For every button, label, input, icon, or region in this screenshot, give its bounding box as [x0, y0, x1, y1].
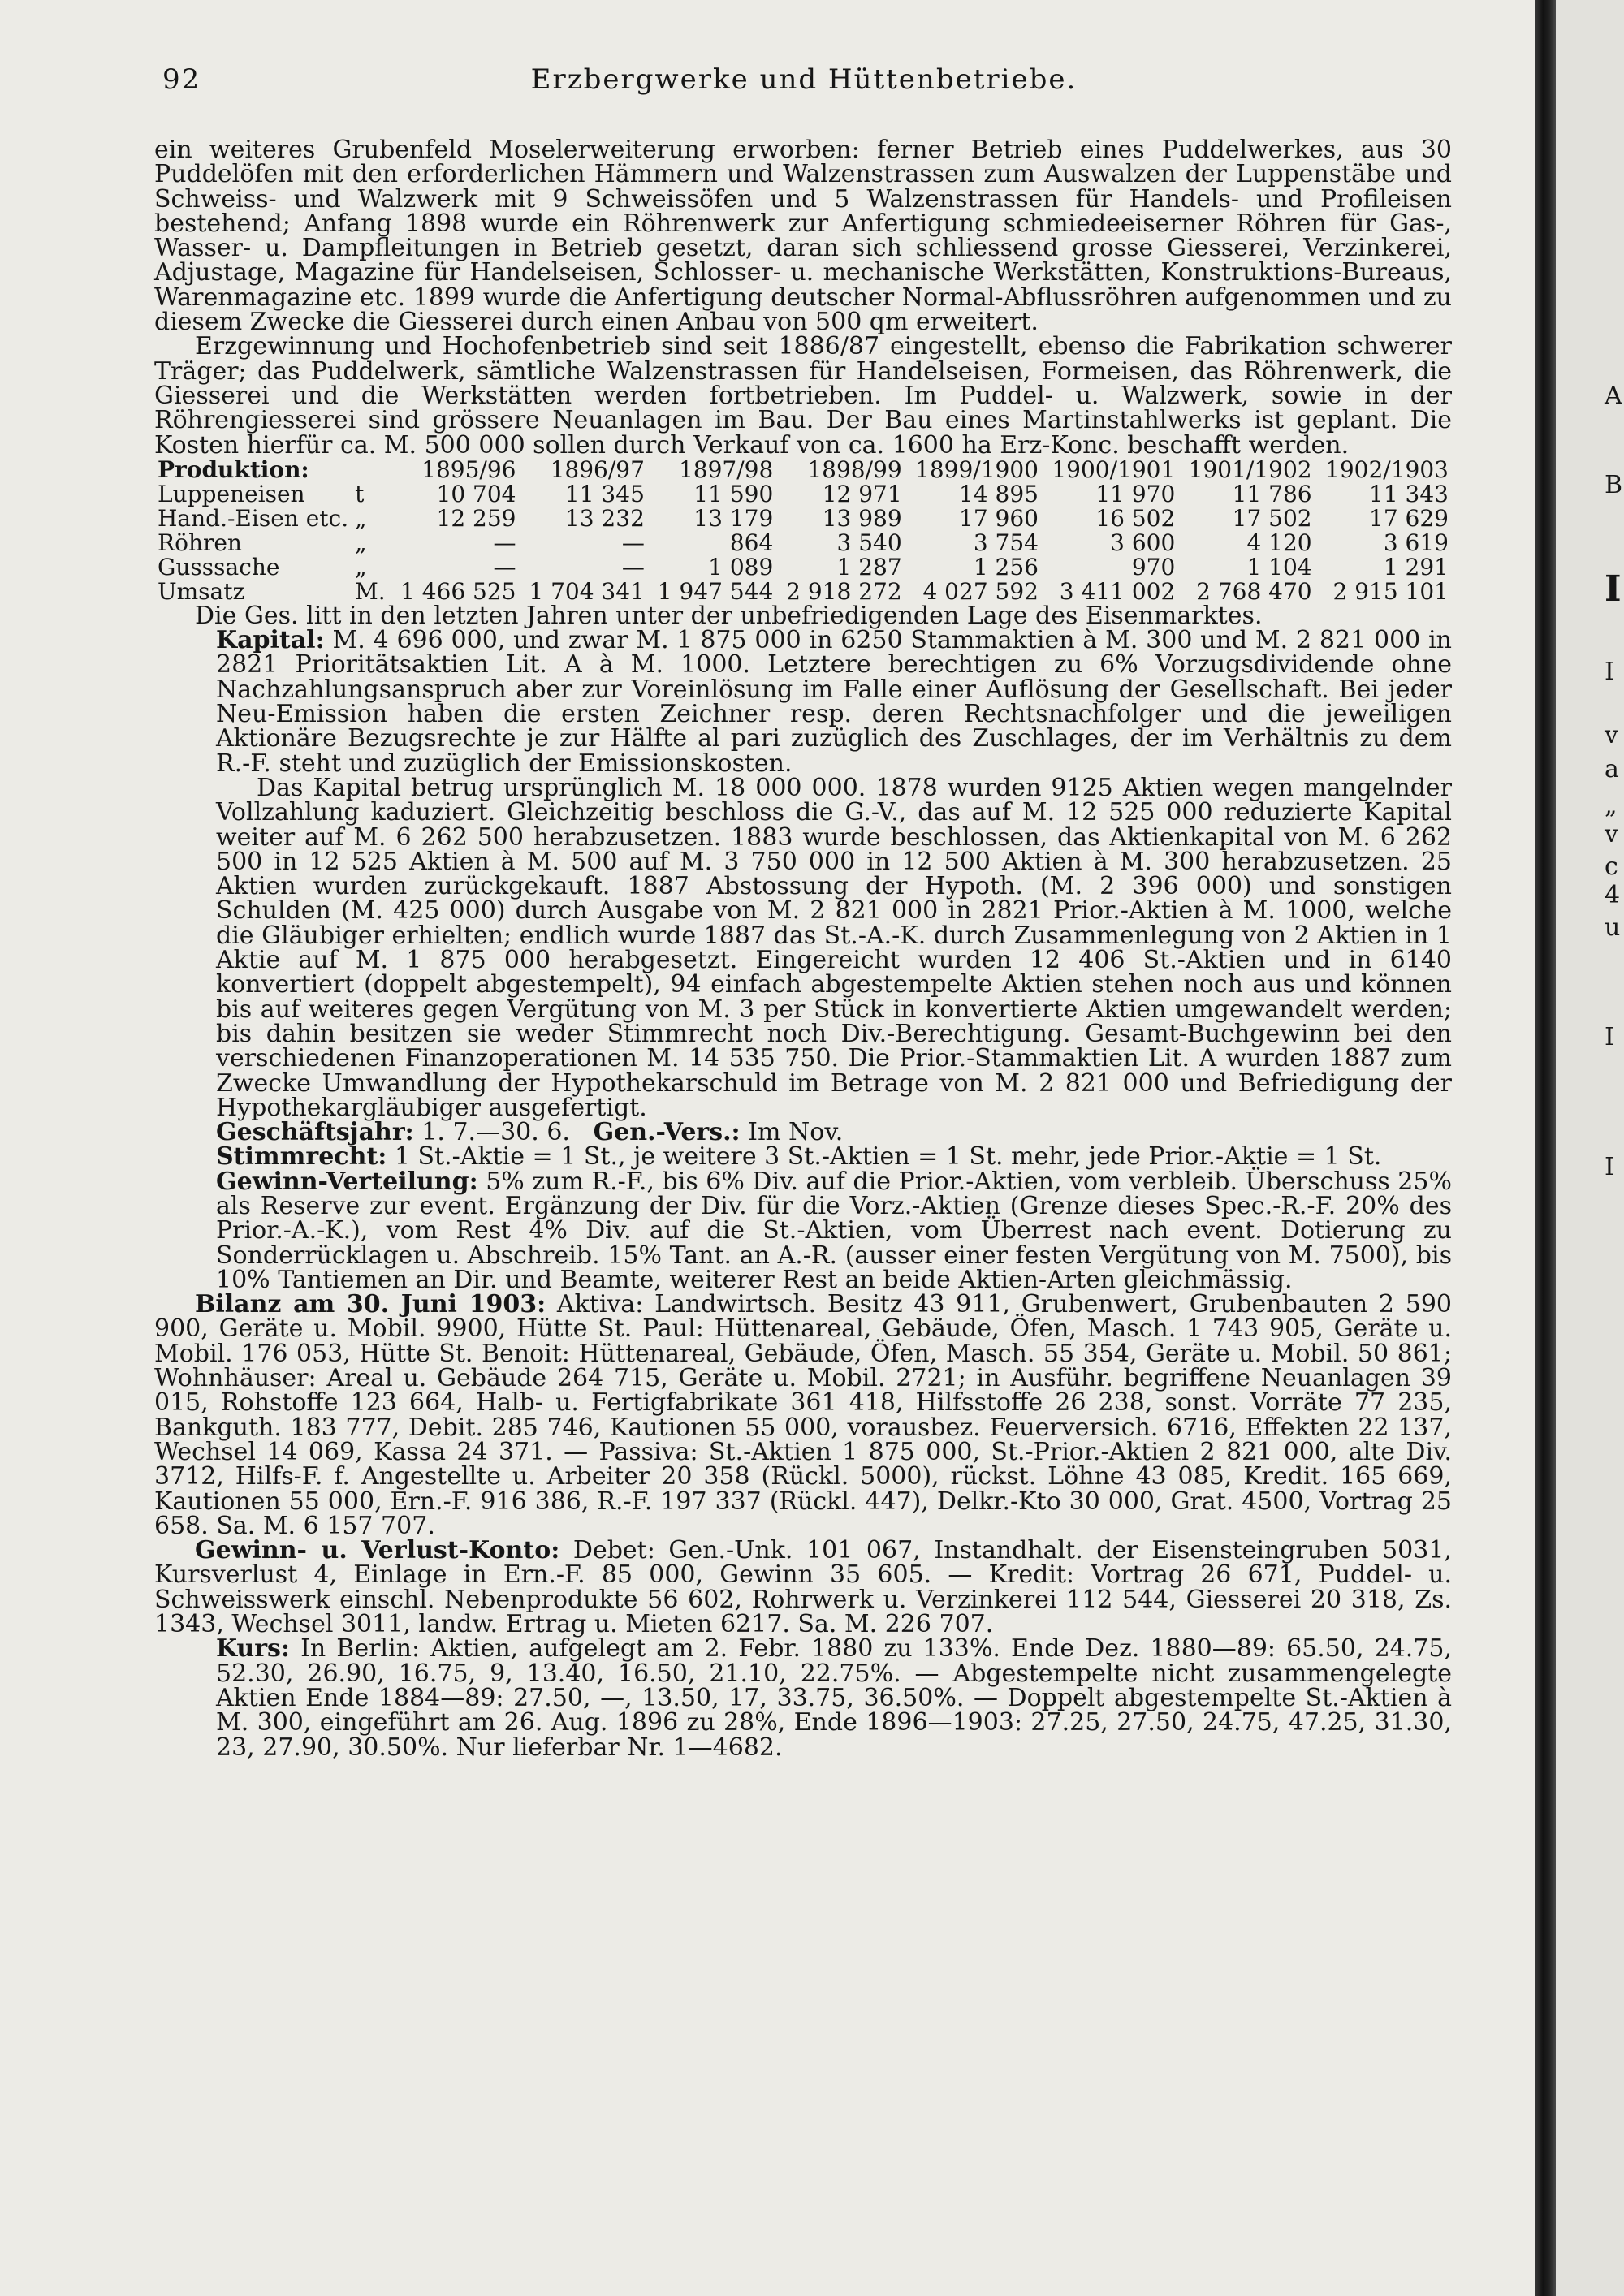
page-number: 92 — [162, 63, 201, 96]
edge-letter: v — [1605, 721, 1618, 749]
cell: 1 287 — [836, 553, 902, 580]
genvers-text: Im Nov. — [748, 1118, 844, 1147]
production-year: 1895/96 — [421, 455, 516, 483]
production-row — [154, 555, 1452, 580]
cell: 2 915 101 — [1332, 577, 1449, 605]
bilanz-text: Aktiva: Landwirtsch. Besitz 43 911, Grubenwert, Grubenbauten 2 590 900, Geräte u. Mobil. 9900, Hütte St. Paul: Hüttenareal, Gebäude, Öfen, Masch. 1 743 905, Geräte u. Mobil. 176 053, Hütte St. Benoit: Hüttenareal, Gebäude, Öfen, Masch. 55 354, Geräte u. Mobil. 50 861; Wohnhäuser: Areal u. Gebäude 264 715, Geräte u. Mobil. 2721; in Ausführ. begriffene Neuanlagen 39 015, Rohstoffe 123 664, Halb- u. Fertigfabrikate 361 418, Hilfsstoffe 26 238, sonst. Vorräte 77 235, Bankguth. 183 777, Debit. 285 746, Kautionen 55 000, vorausbez. Feuerversich. 6716, Effekten 22 137, Wechsel 14 069, Kassa 24 371. — Passiva: St.-Aktien 1 875 000, St.-Prior.-Aktien 2 821 000, alte Div. 3712, Hilfs-F. f. Angestellte u. Arbeiter 20 358 (Rückl. 5000), rückst. Löhne 43 085, Kredit. 165 669, Kautionen 55 000, Ern.-F. 916 386, R.-F. 197 337 (Rückl. 447), Delkr.-Kto 30 000, Grat. 4500, Vortrag 25 658. Sa. M. 6 157 707. — [154, 1290, 1452, 1540]
cell: 12 259 — [436, 504, 516, 532]
cell: 3 754 — [973, 529, 1039, 556]
row-label: Hand.-Eisen etc. — [158, 504, 349, 532]
edge-letter: A — [1605, 382, 1622, 410]
gewinn-verlust-section — [154, 1536, 1452, 1639]
page-header — [162, 63, 1445, 104]
genvers-label: Gen.-Vers.: — [593, 1118, 741, 1147]
cell: 3 540 — [836, 529, 902, 556]
kapital-text: M. 4 696 000, und zwar M. 1 875 000 in 6250 Stammaktien à M. 300 und M. 2 821 000 in 2821 Prioritätsaktien Lit. A à M. 1000. Letztere berechtigen zu 6% Vorzugsdividende ohne Nachzahlungsanspruch aber zur Voreinlösung im Falle einer Auflösung der Gesellschaft. Bei jeder Neu-Emission haben die ersten Zeichner resp. deren Rechtsnachfolger und die jeweiligen Aktionäre Bezugsrechte je zur Hälfte al pari zuzüglich des Zuschlages, der im Verhältnis zu dem R.-F. steht und zuzüglich der Emissionskosten. — [216, 626, 1452, 778]
edge-letter: c — [1605, 852, 1618, 881]
row-label: Luppeneisen — [158, 480, 305, 507]
cell: 4 120 — [1246, 529, 1312, 556]
stimmrecht-section — [154, 1142, 1452, 1172]
row-unit: M. — [355, 577, 386, 605]
cell: 11 590 — [693, 480, 774, 507]
kurs-section — [154, 1634, 1452, 1762]
cell: 1 947 544 — [657, 577, 774, 605]
cell: 17 629 — [1369, 504, 1449, 532]
gewinn-verlust-label: Gewinn- u. Verlust-Konto: — [195, 1536, 560, 1565]
edge-letter: I — [1605, 568, 1622, 610]
cell: — — [493, 553, 516, 580]
production-year: 1901/1902 — [1188, 455, 1312, 483]
cell: 3 600 — [1110, 529, 1176, 556]
geschaeftsjahr-section — [154, 1120, 1452, 1145]
cell: 16 502 — [1095, 504, 1176, 532]
production-year: 1902/1903 — [1325, 455, 1449, 483]
cell: 13 989 — [822, 504, 902, 532]
cell: — — [621, 553, 645, 580]
cell: 1 104 — [1246, 553, 1312, 580]
cell: 864 — [729, 529, 774, 556]
next-page-edge — [1556, 0, 1624, 2296]
cell: 3 619 — [1383, 529, 1449, 556]
edge-letter: „ — [1605, 792, 1618, 820]
production-row — [154, 507, 1452, 531]
cell: 1 704 341 — [529, 577, 645, 605]
stimmrecht-text: 1 St.-Aktie = 1 St., je weitere 3 St.-Aktien = 1 St. mehr, jede Prior.-Aktie = 1 St. — [394, 1142, 1382, 1172]
cell: 2 918 272 — [786, 577, 902, 605]
production-label: Produktion: — [158, 455, 309, 483]
row-label: Röhren — [158, 529, 242, 556]
kapital-label: Kapital: — [216, 626, 325, 655]
production-row — [154, 531, 1452, 555]
edge-letter: v — [1605, 820, 1618, 848]
row-unit: t — [355, 480, 365, 507]
edge-letter: u — [1605, 913, 1621, 942]
row-label: Umsatz — [158, 577, 245, 605]
cell: 11 345 — [564, 480, 645, 507]
cell: 17 502 — [1232, 504, 1312, 532]
gewinn-verteilung-section — [154, 1167, 1452, 1294]
row-label: Gusssache — [158, 553, 280, 580]
cell: 970 — [1131, 553, 1176, 580]
cell: 13 232 — [564, 504, 645, 532]
edge-letter: I — [1605, 1023, 1614, 1051]
edge-letter: 4 — [1605, 881, 1621, 909]
cell: 11 786 — [1232, 480, 1312, 507]
cell: 11 970 — [1095, 480, 1176, 507]
edge-letter: a — [1605, 755, 1619, 783]
ges-sentence: Die Ges. litt in den letzten Jahren unter der unbefriedigenden Lage des Eisenmarktes. — [195, 601, 1263, 630]
cell: 3 411 002 — [1059, 577, 1176, 605]
gewinn-verteilung-label: Gewinn-Verteilung: — [216, 1167, 478, 1196]
cell: 10 704 — [436, 480, 516, 507]
cell: 11 343 — [1369, 480, 1449, 507]
kurs-text: In Berlin: Aktien, aufgelegt am 2. Febr. 1880 zu 133%. Ende Dez. 1880—89: 65.50, 24.75, 52.30, 26.90, 16.75, 9, 13.40, 16.50, 21.10, 22.75%. — Abgestempelte nicht zusammengelegte Aktien Ende 1884—89: 27.50, —, 13.50, 17, 33.75, 36.50%. — Doppelt abgestempelte St.-Aktien à M. 300, eingeführt am 26. Aug. 1896 zu 28%, Ende 1896—1903: 27.25, 27.50, 24.75, 47.25, 31.30, 23, 27.90, 30.50%. Nur lieferbar Nr. 1—4682. — [216, 1634, 1452, 1762]
geschaeftsjahr-label: Geschäftsjahr: — [216, 1118, 414, 1147]
kapital-section — [154, 628, 1452, 776]
cell: 2 768 470 — [1196, 577, 1312, 605]
production-year: 1899/1900 — [915, 455, 1039, 483]
gewinn-verteilung-text: 5% zum R.-F., bis 6% Div. auf die Prior.-Aktien, vom verbleib. Überschuss 25% als Reserve zur event. Ergänzung der Div. für die Vorz.-Aktien (Grenze dieses Spec.-R.-F. 20% des Prior.-A.-K.), vom Rest 4% Div. auf die St.-Aktien, vom Überrest nach event. Dotierung zu Sonderrücklagen u. Abschreib. 15% Tant. an A.-R. (ausser einer festen Vergütung von M. 7500), bis 10% Tantiemen an Dir. und Beamte, weiterer Rest an beide Aktien-Arten gleichmässig. — [216, 1167, 1452, 1294]
running-title: Erzbergwerke und Hüttenbetriebe. — [530, 63, 1078, 96]
cell: 17 960 — [959, 504, 1039, 532]
cell: 1 291 — [1383, 553, 1449, 580]
stimmrecht-label: Stimmrecht: — [216, 1142, 387, 1172]
intro-paragraph: ein weiteres Grubenfeld Moselerweiterung erworben: ferner Betrieb eines Puddelwerkes, aus 30 Puddelöfen mit den erforderlichen Hämmern und Walzenstrassen zum Auswalzen der Luppenstäbe und Schweiss- und Walzwerk mit 9 Schweissöfen und 5 Walzenstrassen für Handels- und Profileisen bestehend; Anfang 1898 wurde ein Röhrenwerk zur Anfertigung schmiedeeiserner Röhren für Gas-, Wasser- u. Dampfleitungen in Betrieb gesetzt, daran sich schliessend grosse Giesserei, Verzinkerei, Adjustage, Magazine für Handelseisen, Schlosser- u. mechanische Werkstätten, Konstruktions-Bureaus, Warenmagazine etc. 1899 wurde die Anfertigung deutscher Normal-Abflussröhren aufgenommen und zu diesem Zwecke die Giesserei durch einen Anbau von 500 qm erweitert. — [154, 136, 1452, 337]
production-header-row — [154, 458, 1452, 482]
production-year: 1897/98 — [678, 455, 774, 483]
cell: 14 895 — [959, 480, 1039, 507]
production-year: 1898/99 — [807, 455, 902, 483]
cell: — — [621, 529, 645, 556]
bilanz-label: Bilanz am 30. Juni 1903: — [195, 1290, 546, 1319]
article-body — [154, 138, 1452, 1760]
production-year: 1900/1901 — [1052, 455, 1176, 483]
cell: 4 027 592 — [922, 577, 1039, 605]
cell: 13 179 — [693, 504, 774, 532]
row-unit: „ — [355, 553, 367, 580]
edge-letter: I — [1605, 1153, 1614, 1181]
production-table — [154, 455, 1452, 605]
geschaeftsjahr-text: 1. 7.—30. 6. — [421, 1118, 570, 1147]
bilanz-section — [154, 1290, 1452, 1540]
cell: 1 466 525 — [400, 577, 516, 605]
cell: 1 256 — [973, 553, 1039, 580]
edge-letter: I — [1605, 658, 1614, 686]
production-year: 1896/97 — [550, 455, 645, 483]
book-gutter — [1535, 0, 1556, 2296]
erz-paragraph: Erzgewinnung und Hochofenbetrieb sind seit 1886/87 eingestellt, ebenso die Fabrikation schwerer Träger; das Puddelwerk, sämtliche Walzenstrassen für Handelseisen, Formeisen, das Röhrenwerk, die Giesserei und die Werkstätten werden fortbetrieben. Im Puddel- u. Walzwerk, sowie in der Röhrengiesserei sind grössere Neuanlagen im Bau. Der Bau eines Martinstahlwerks ist geplant. Die Kosten hierfür ca. M. 500 000 sollen durch Verkauf von ca. 1600 ha Erz-Konc. beschafft werden. — [154, 332, 1452, 460]
row-unit: „ — [355, 529, 367, 556]
edge-letter: B — [1605, 471, 1623, 499]
row-unit: „ — [355, 504, 367, 532]
gewinn-verlust-text: Debet: Gen.-Unk. 101 067, Instandhalt. der Eisensteingruben 5031, Kursverlust 4, Einlage in Ern.-F. 85 000, Gewinn 35 605. — Kredit: Vortrag 26 671, Puddel- u. Schweisswerk einschl. Nebenprodukte 56 602, Rohrwerk u. Verzinkerei 112 544, Giesserei 20 318, Zs. 1343, Wechsel 3011, landw. Ertrag u. Mieten 6217. Sa. M. 226 707. — [154, 1536, 1452, 1639]
kurs-label: Kurs: — [216, 1634, 290, 1664]
cell: 1 089 — [708, 553, 774, 580]
kapital-history: Das Kapital betrug ursprünglich M. 18 000 000. 1878 wurden 9125 Aktien wegen mangelnder Vollzahlung kaduziert. Gleichzeitig beschloss die G.-V., das auf M. 12 525 000 reduzierte Kapital weiter auf M. 6 262 500 herabzusetzen. 1883 wurde beschlossen, das Aktienkapital von M. 6 262 500 in 12 525 Aktien à M. 500 auf M. 3 750 000 in 12 500 Aktien à M. 300 herabzusetzen. 25 Aktien wurden zurückgekauft. 1887 Abstossung der Hypoth. (M. 2 396 000) und sonstigen Schulden (M. 425 000) durch Ausgabe von M. 2 821 000 in 2821 Prior.-Aktien à M. 1000, welche die Gläubiger erhielten; endlich wurde 1887 das St.-A.-K. durch Zusammenlegung von 2 Aktien in 1 Aktie auf M. 1 875 000 herabgesetzt. Eingereicht wurden 12 406 St.-Aktien und in 6140 konvertiert (doppelt abgestempelt), 94 einfach abgestempelte Aktien stehen noch aus und können bis auf weiteres gegen Vergütung von M. 3 per Stück in konvertierte Aktien umgewandelt werden; bis dahin besitzen sie weder Stimmrecht noch Div.-Berechtigung. Gesamt-Buchgewinn bei den verschiedenen Finanzoperationen M. 14 535 750. Die Prior.-Stammaktien Lit. A wurden 1887 zum Zwecke Umwandlung der Hypothekarschuld im Betrage von M. 2 821 000 und Befriedigung der Hypothekargläubiger ausgefertigt. — [216, 773, 1452, 1122]
production-row — [154, 580, 1452, 604]
cell: — — [493, 529, 516, 556]
production-row — [154, 482, 1452, 507]
cell: 12 971 — [822, 480, 902, 507]
